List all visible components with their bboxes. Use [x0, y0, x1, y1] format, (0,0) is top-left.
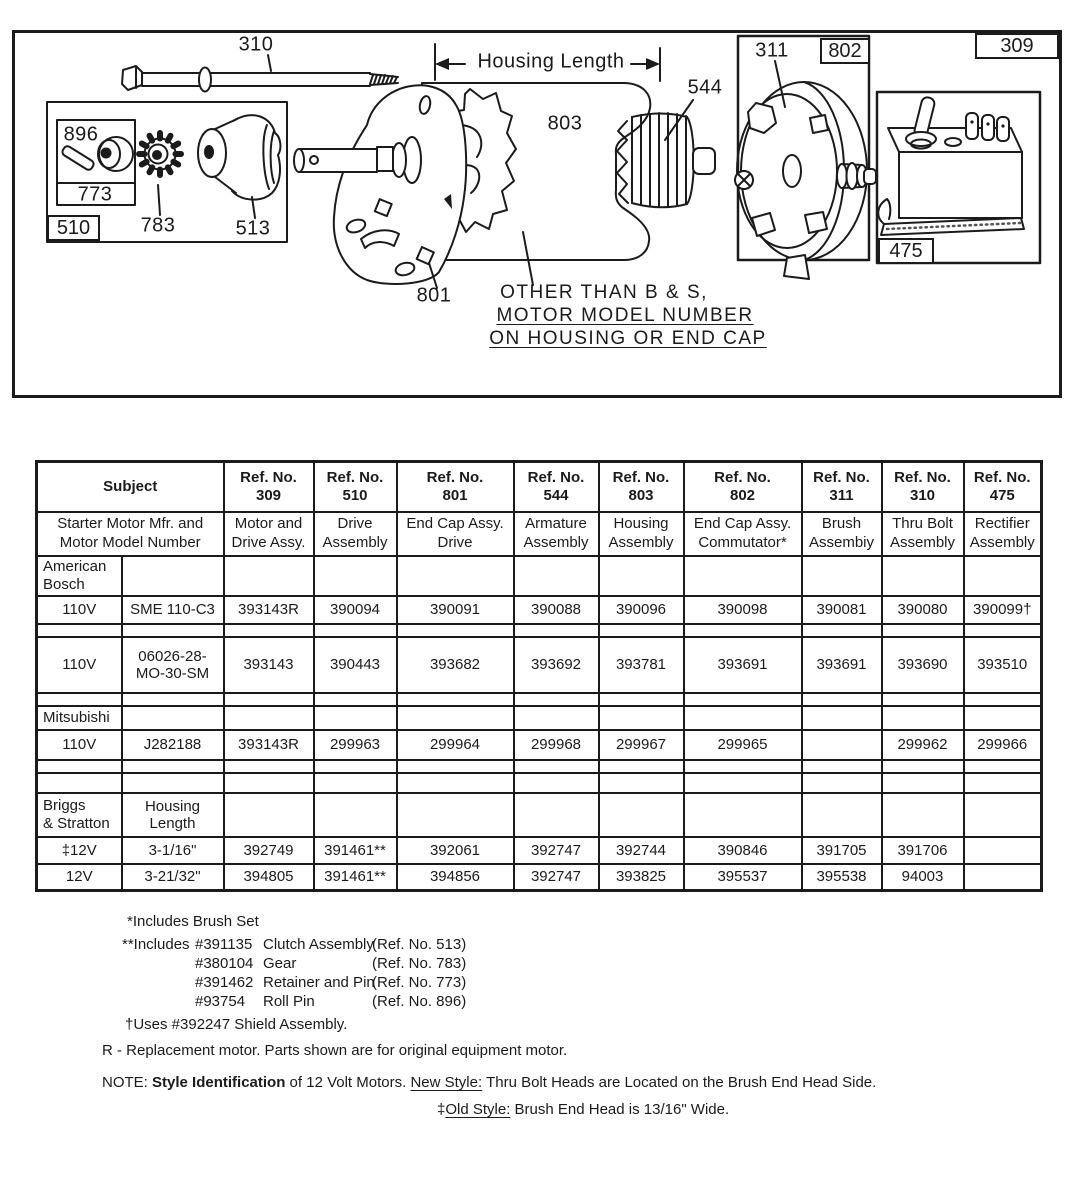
- ref-label: Ref. No.: [973, 469, 1031, 487]
- cell: 393510: [964, 637, 1042, 693]
- ref-no: (Ref. No. 773): [372, 974, 467, 991]
- cell: [802, 773, 882, 793]
- cell: [224, 793, 314, 837]
- part-name-header: End Cap Assy. Drive: [397, 512, 514, 556]
- part-name-header: End Cap Assy. Commutator*: [684, 512, 802, 556]
- cell: [514, 773, 599, 793]
- cell: [802, 556, 882, 596]
- cell: [964, 793, 1042, 837]
- ref-no: (Ref. No. 513): [372, 936, 467, 953]
- cell: [964, 624, 1042, 637]
- cell: [122, 556, 224, 596]
- cell: [514, 556, 599, 596]
- commutator-end-cap-ref-tag: 802: [820, 38, 870, 64]
- ref-num: 544: [543, 486, 569, 504]
- ref-header-310: [882, 462, 964, 512]
- ref-label: Ref. No.: [894, 469, 951, 487]
- cell: 394805: [224, 864, 314, 891]
- cell: 391706: [882, 837, 964, 864]
- cell: 3-1/16": [122, 837, 224, 864]
- ref-header-475: [964, 462, 1042, 512]
- footnote-line: [122, 993, 622, 1012]
- table-row: [37, 706, 1042, 730]
- ref-num: 309: [255, 486, 282, 504]
- mfr-cell: American Bosch: [37, 556, 122, 596]
- thru-bolt-drawing: [122, 55, 398, 92]
- cell: 390081: [802, 596, 882, 624]
- cell: 390091: [397, 596, 514, 624]
- cell: [684, 760, 802, 773]
- cell: 392744: [599, 837, 684, 864]
- cell: [514, 793, 599, 837]
- cell: [514, 693, 599, 706]
- cell: [882, 773, 964, 793]
- spacer-row: [37, 624, 1042, 637]
- cell: 299962: [882, 730, 964, 760]
- cell: 392747: [514, 864, 599, 891]
- part-desc: Roll Pin: [263, 993, 315, 1010]
- ref-no: (Ref. No. 783): [372, 955, 467, 972]
- part-name-header: Thru Bolt Assembly: [882, 512, 964, 556]
- cell: SME 110-C3: [122, 596, 224, 624]
- mfr-cell: Mitsubishi: [37, 706, 122, 730]
- cell: [37, 773, 122, 793]
- cell: [882, 706, 964, 730]
- cell: [314, 706, 397, 730]
- new-style-label: New Style:: [410, 1074, 483, 1091]
- cell: [964, 693, 1042, 706]
- cell: 395538: [802, 864, 882, 891]
- table-row: [37, 864, 1042, 891]
- part-name-header: Housing Assembly: [599, 512, 684, 556]
- footnote-brush-set: *Includes Brush Set: [127, 913, 259, 930]
- callout-line-1: OTHER THAN B & S,: [500, 282, 708, 303]
- cell: 12V: [37, 864, 122, 891]
- cell: [224, 760, 314, 773]
- cell: 299967: [599, 730, 684, 760]
- cell: [224, 693, 314, 706]
- ref-label: Ref. No.: [426, 469, 484, 487]
- old-style-marker: ‡: [437, 1101, 446, 1118]
- cell: 392749: [224, 837, 314, 864]
- ref-label: Ref. No.: [714, 469, 771, 487]
- cell: [882, 556, 964, 596]
- cell: Housing Length: [122, 793, 224, 837]
- ref-num: 803: [628, 486, 654, 504]
- cell: [684, 706, 802, 730]
- cell: 390080: [882, 596, 964, 624]
- cell: [397, 624, 514, 637]
- motor-drive-assembly-ref-tag: 309: [975, 33, 1059, 59]
- footnote-replacement: R - Replacement motor. Parts shown are for original equipment motor.: [102, 1042, 568, 1059]
- cell: [964, 556, 1042, 596]
- parts-table: [35, 460, 1043, 892]
- cell: [397, 706, 514, 730]
- cell: [684, 693, 802, 706]
- table-row: [37, 730, 1042, 760]
- table-row: [37, 637, 1042, 693]
- cell: [224, 556, 314, 596]
- ref-header-801: [397, 462, 514, 512]
- cell: [397, 793, 514, 837]
- thru-bolt-ref-label: 310: [238, 33, 274, 56]
- part-desc: Clutch Assembly: [263, 936, 374, 953]
- cell: [397, 693, 514, 706]
- drive-end-cap-ref-label: 801: [416, 284, 452, 307]
- ref-num: 311: [829, 486, 854, 504]
- cell: [314, 624, 397, 637]
- cell: [882, 760, 964, 773]
- ref-header-311: [802, 462, 882, 512]
- cell: [224, 624, 314, 637]
- cell: 390846: [684, 837, 802, 864]
- cell: [684, 624, 802, 637]
- cell: [37, 624, 122, 637]
- retainer-ref-label: 773: [77, 183, 113, 206]
- cell: 299964: [397, 730, 514, 760]
- cell: 299965: [684, 730, 802, 760]
- cell: [122, 624, 224, 637]
- cell: [314, 793, 397, 837]
- spacer-row: [37, 773, 1042, 793]
- style-note: [102, 1074, 876, 1091]
- cell: [964, 706, 1042, 730]
- cell: 94003: [882, 864, 964, 891]
- ref-label: Ref. No.: [527, 469, 585, 487]
- cell: 393825: [599, 864, 684, 891]
- footnote-line: [122, 936, 622, 955]
- ref-number-header-row: [37, 462, 1042, 512]
- ref-header-803: [599, 462, 684, 512]
- ref-label: Ref. No.: [813, 469, 870, 487]
- cell: 110V: [37, 596, 122, 624]
- cell: J282188: [122, 730, 224, 760]
- cell: 299966: [964, 730, 1042, 760]
- cell: [122, 706, 224, 730]
- callout-line-2: MOTOR MODEL NUMBER: [496, 305, 754, 326]
- cell: [802, 706, 882, 730]
- cell: 391461**: [314, 837, 397, 864]
- part-name-header: Drive Assembly: [314, 512, 397, 556]
- spacer-row: [37, 760, 1042, 773]
- ref-header-510: [314, 462, 397, 512]
- footnote-line: [122, 974, 622, 993]
- cell: [882, 624, 964, 637]
- part-name-header: Motor and Drive Assy.: [224, 512, 314, 556]
- cell: [37, 693, 122, 706]
- ref-num: 310: [909, 486, 936, 504]
- part-number: #93754: [195, 993, 246, 1010]
- part-name-header: Brush Assembiy: [802, 512, 882, 556]
- cell: 393143: [224, 637, 314, 693]
- cell: [882, 793, 964, 837]
- cell: 392061: [397, 837, 514, 864]
- part-name-header: Rectifier Assembly: [964, 512, 1042, 556]
- cell: [514, 624, 599, 637]
- note-bold: Style Identification: [152, 1074, 286, 1091]
- cell: [964, 837, 1042, 864]
- note-mid: of 12 Volt Motors.: [289, 1074, 407, 1091]
- cell: [224, 773, 314, 793]
- cell: [599, 624, 684, 637]
- cell: 393691: [684, 637, 802, 693]
- footnote-shield: †Uses #392247 Shield Assembly.: [125, 1016, 348, 1033]
- part-name-header-row: [37, 512, 1042, 556]
- ref-num: 801: [442, 486, 468, 504]
- cell: [599, 793, 684, 837]
- cell: 393682: [397, 637, 514, 693]
- cell: [964, 773, 1042, 793]
- subject-subheader: Starter Motor Mfr. and Motor Model Number: [37, 512, 224, 556]
- table-row: [37, 556, 1042, 596]
- cell: 393692: [514, 637, 599, 693]
- cell: [599, 706, 684, 730]
- cell: 110V: [37, 730, 122, 760]
- note-label: NOTE:: [102, 1074, 148, 1091]
- cell: [684, 793, 802, 837]
- rectifier-ref-tag: 475: [878, 238, 934, 264]
- commutator-end-cap-drawing: [735, 36, 876, 279]
- cell: [397, 760, 514, 773]
- cell: [684, 556, 802, 596]
- armature-ref-label: 544: [687, 76, 723, 99]
- cell: [514, 706, 599, 730]
- ref-label: Ref. No.: [612, 469, 670, 487]
- cell: [224, 706, 314, 730]
- cell: [802, 693, 882, 706]
- drive-end-cap-drawing: [294, 85, 466, 288]
- ref-header-802: [684, 462, 802, 512]
- cell: 390443: [314, 637, 397, 693]
- cell: [964, 760, 1042, 773]
- cell: [964, 864, 1042, 891]
- cell: [514, 760, 599, 773]
- cell: [802, 624, 882, 637]
- cell: [802, 730, 882, 760]
- ref-label: Ref. No.: [326, 469, 384, 487]
- old-style-note: [437, 1101, 729, 1118]
- part-number: #391462: [195, 974, 254, 991]
- brush-ref-label: 311: [755, 39, 789, 62]
- armature-laminations-drawing: [617, 100, 715, 207]
- cell: [122, 693, 224, 706]
- cell: 390099†: [964, 596, 1042, 624]
- spacer-row: [37, 693, 1042, 706]
- cell: 395537: [684, 864, 802, 891]
- cell: [314, 760, 397, 773]
- cell: 393691: [802, 637, 882, 693]
- table-row: [37, 793, 1042, 837]
- cell: [314, 556, 397, 596]
- mfr-cell: Briggs & Stratton: [37, 793, 122, 837]
- cell: 393781: [599, 637, 684, 693]
- housing-length-label: Housing Length: [477, 50, 625, 73]
- ref-num: 475: [989, 486, 1015, 504]
- cell: 394856: [397, 864, 514, 891]
- roll-pin-ref-label: 896: [63, 123, 99, 146]
- cell: [802, 793, 882, 837]
- cell: [122, 760, 224, 773]
- cell: 299963: [314, 730, 397, 760]
- subject-header: Subject: [37, 462, 224, 512]
- new-style-text: Thru Bolt Heads are Located on the Brush End Head Side.: [486, 1074, 877, 1091]
- cell: [122, 773, 224, 793]
- cell: [397, 556, 514, 596]
- cell: [599, 556, 684, 596]
- cell: [397, 773, 514, 793]
- cell: 393690: [882, 637, 964, 693]
- cell: 3-21/32": [122, 864, 224, 891]
- housing-ref-label: 803: [547, 112, 583, 135]
- old-style-label: Old Style:: [445, 1101, 511, 1118]
- cell: [314, 773, 397, 793]
- diagram-panel: [12, 30, 1062, 398]
- callout-line-3: ON HOUSING OR END CAP: [489, 328, 767, 349]
- cell: [882, 693, 964, 706]
- footnote-line: [122, 955, 622, 974]
- cell: 393143R: [224, 730, 314, 760]
- ref-header-309: [224, 462, 314, 512]
- drive-box-ref-tag: 510: [47, 215, 100, 241]
- ref-no: (Ref. No. 896): [372, 993, 467, 1010]
- cell: 390094: [314, 596, 397, 624]
- clutch-ref-label: 513: [235, 217, 271, 240]
- cell: 390088: [514, 596, 599, 624]
- part-desc: Retainer and Pin: [263, 974, 375, 991]
- table-row: [37, 837, 1042, 864]
- part-number: #380104: [195, 955, 254, 972]
- ref-num: 510: [342, 486, 368, 504]
- cell: 110V: [37, 637, 122, 693]
- cell: 391461**: [314, 864, 397, 891]
- ref-num: 802: [729, 486, 756, 504]
- ref-label: Ref. No.: [240, 469, 297, 487]
- cell: [599, 760, 684, 773]
- ref-header-544: [514, 462, 599, 512]
- footnote-includes-block: [122, 936, 622, 1012]
- cell: 393143R: [224, 596, 314, 624]
- cell: [37, 760, 122, 773]
- cell: 390098: [684, 596, 802, 624]
- cell: [684, 773, 802, 793]
- cell: [599, 773, 684, 793]
- part-number: #391135: [195, 936, 253, 953]
- footnote-intro: **Includes: [122, 936, 190, 953]
- cell: 06026-28-MO-30-SM: [122, 637, 224, 693]
- gear-ref-label: 783: [140, 214, 176, 237]
- table-row: [37, 596, 1042, 624]
- cell: 391705: [802, 837, 882, 864]
- cell: ‡12V: [37, 837, 122, 864]
- part-name-header: Armature Assembly: [514, 512, 599, 556]
- cell: 392747: [514, 837, 599, 864]
- cell: [802, 760, 882, 773]
- cell: [314, 693, 397, 706]
- part-desc: Gear: [263, 955, 297, 972]
- cell: 390096: [599, 596, 684, 624]
- cell: 299968: [514, 730, 599, 760]
- old-style-text: Brush End Head is 13/16" Wide.: [514, 1101, 730, 1118]
- cell: [599, 693, 684, 706]
